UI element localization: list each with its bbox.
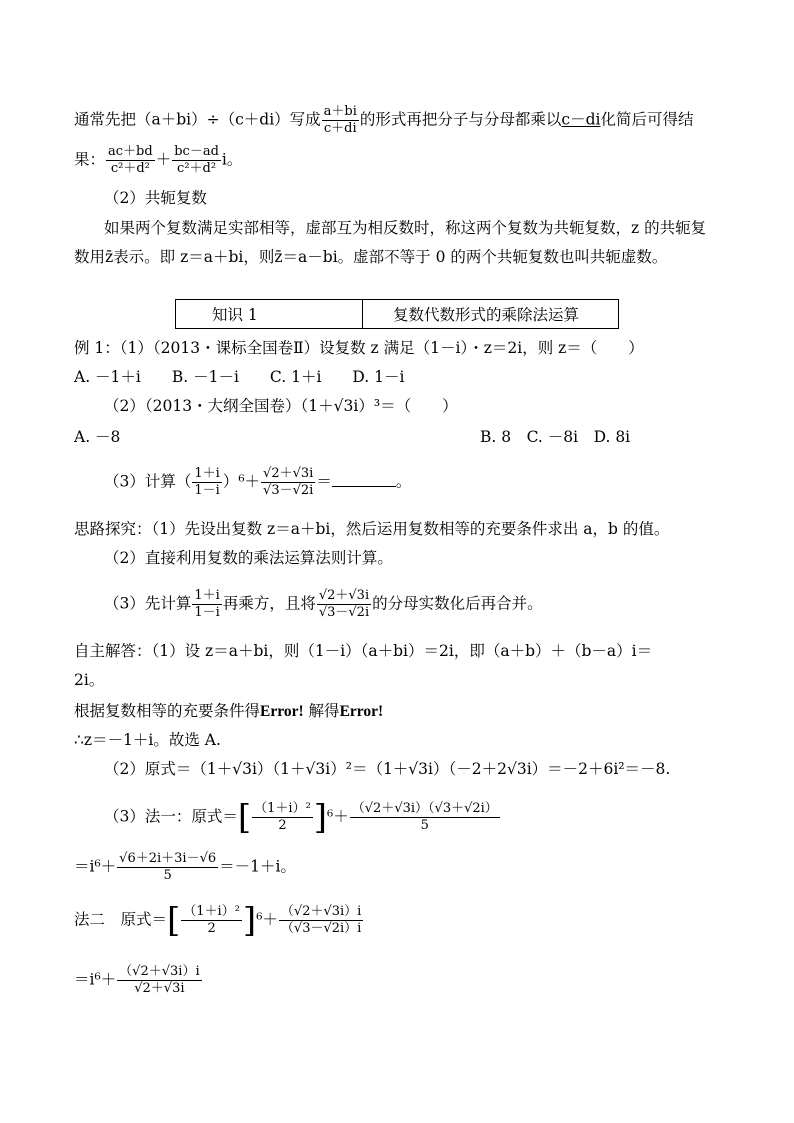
fraction-denominator: c²＋d² [110,161,150,176]
plus-sign: ＋ [155,150,172,169]
example-q1-options: A. －1＋i B. －1－i C. 1＋i D. 1－i [74,368,405,386]
fraction-numerator: （1＋i）² [183,904,240,919]
idea-line-2: （2）直接利用复数的乘法运算法则计算。 [104,549,393,567]
answer-blank [332,472,396,487]
method-2-label: 法二 原式＝ [74,910,168,929]
fraction-numerator: （1＋i）² [254,801,311,816]
solution-line-1: 自主解答：（1）设 z＝a＋bi，则（1－i）（a＋bi）＝2i，即（a＋b）＋（b－a）i＝ [74,642,653,660]
fraction-sqrt-expression [261,466,315,499]
fraction-denominator: 5 [420,818,429,833]
result-text: ＝－1＋i。 [219,857,296,876]
fraction-numerator: a＋bi [323,104,357,119]
idea-line-3 [104,588,543,621]
fraction-denominator: 5 [163,868,172,883]
left-bracket: [ [167,900,181,941]
fraction-numerator: 1＋i [194,588,220,603]
example-q2-option-a: A. －8 [74,428,121,446]
example-q1: 例 1：（1）（2013・课标全国卷Ⅱ）设复数 z 满足（1－i）・z＝2i，则 z＝（ ） [74,339,644,357]
fraction-numerator: 1＋i [194,466,220,481]
fraction-denominator: c＋di [323,121,357,136]
fraction-numerator: √2＋√3i [318,588,370,603]
fraction-times-i [279,904,363,937]
solution-method-1 [104,797,501,838]
left-bracket: [ [237,797,252,838]
fraction-denominator: c²＋d² [177,161,217,176]
power-plus: ⁶＋ [256,910,278,929]
fraction-numerator: √2＋√3i [263,466,314,481]
fraction-squared-over-2 [252,801,313,834]
i6-plus: ＝i⁶＋ [74,970,117,989]
fraction-numerator: （√2＋√3i）（√3＋√2i） [351,801,498,816]
example-q2: （2）（2013・大纲全国卷）（1＋√3i）³＝（ ） [104,397,458,415]
right-bracket: ] [242,900,257,941]
example-q3 [104,466,411,499]
fraction-squared-over-2 [181,904,242,937]
fraction-numerator: ac＋bd [108,144,153,159]
fraction-1pi-over-1mi [192,466,221,499]
fraction-sqrt-expression [317,588,371,621]
i6-plus: ＝i⁶＋ [74,857,117,876]
fraction-numerator: bc－ad [174,144,219,159]
intro-text-b: 的形式再把分子与分母都乘以 [359,110,562,129]
idea-text-c: 的分母实数化后再合并。 [372,594,543,613]
table-cell-topic: 复数代数形式的乘除法运算 [393,306,580,324]
solution-method-1-cont [74,851,296,884]
fraction-simplified [117,964,201,997]
error-field-2: Error! [339,703,384,720]
solution-method-2-cont [74,964,203,997]
section-2-paragraph-line-1: 如果两个复数满足实部相等，虚部互为相反数时，称这两个复数为共轭复数，z 的共轭复 [104,219,707,237]
fraction-real-part [106,144,155,177]
fraction-expanded-over-5 [117,851,218,884]
idea-line-1: 思路探究：（1）先设出复数 z＝a＋bi，然后运用复数相等的充要条件求出 a，b 的值。 [74,520,670,538]
fraction-denominator: 1－i [194,605,220,620]
fraction-denominator: （√3－√2i）i [280,921,362,936]
q3-text-a: （3）计算（ [104,472,192,491]
method-1-label: （3）法一：原式＝ [104,807,238,826]
fraction-numerator: （√2＋√3i）i [119,964,200,979]
intro-text-a: 通常先把（a＋bi）÷（c＋di）写成 [74,110,321,129]
example-q2-options-rest: B. 8 C. －8i D. 8i [480,428,631,446]
solution-method-2 [74,900,364,941]
conjugate-underlined: c－di [561,110,601,129]
equals-sign: ＝ [316,472,332,491]
intro-result-label: 果： [74,150,106,169]
solution-text-a: 根据复数相等的充要条件得 [74,702,261,720]
idea-text-b: 再乘方，且将 [222,594,316,613]
fraction-numerator: （√2＋√3i）i [280,904,362,919]
power-plus: ⁶＋ [327,807,349,826]
solution-line-4: ∴z＝－1＋i。故选 A. [74,731,221,749]
solution-line-3 [74,701,383,722]
section-2-paragraph-line-2: 数用z̄表示。即 z＝a＋bi，则z̄＝a－bi。虚部不等于 0 的两个共轭复数也叫共轭虚数。 [74,248,668,266]
intro-text-c: 化简后可得结 [600,110,694,129]
fraction-a-bi-over-c-di [322,104,359,137]
solution-line-5: （2）原式＝（1＋√3i）（1＋√3i）²＝（1＋√3i）（－2＋2√3i）＝－2＋6i²＝－8. [104,760,671,778]
idea-text-a: （3）先计算 [104,594,192,613]
section-2-title: （2）共轭复数 [104,189,207,207]
right-bracket: ] [313,797,328,838]
q3-text-b: ）⁶＋ [222,472,261,491]
solution-line-2: 2i。 [74,671,105,689]
solution-text-b: 解得 [303,702,340,720]
table-cell-knowledge-label: 知识 1 [176,300,363,328]
fraction-denominator: √3－√2i [318,605,370,620]
error-field-1: Error! [260,703,304,720]
fraction-product-over-5 [350,801,500,834]
fraction-denominator: √3－√2i [263,483,314,498]
intro-line-2 [74,144,242,177]
fraction-denominator: 2 [278,818,287,833]
fraction-numerator: √6＋2i＋3i－√6 [119,851,217,866]
fraction-imag-part [172,144,221,177]
fraction-denominator: 2 [207,921,216,936]
intro-line-1 [74,104,694,137]
fraction-denominator: 1－i [194,483,220,498]
knowledge-table [175,299,619,329]
q3-end: 。 [395,472,412,491]
fraction-denominator: √2＋√3i [134,981,185,996]
fraction-1pi-over-1mi [192,588,221,621]
intro-result-end: i。 [221,150,243,169]
